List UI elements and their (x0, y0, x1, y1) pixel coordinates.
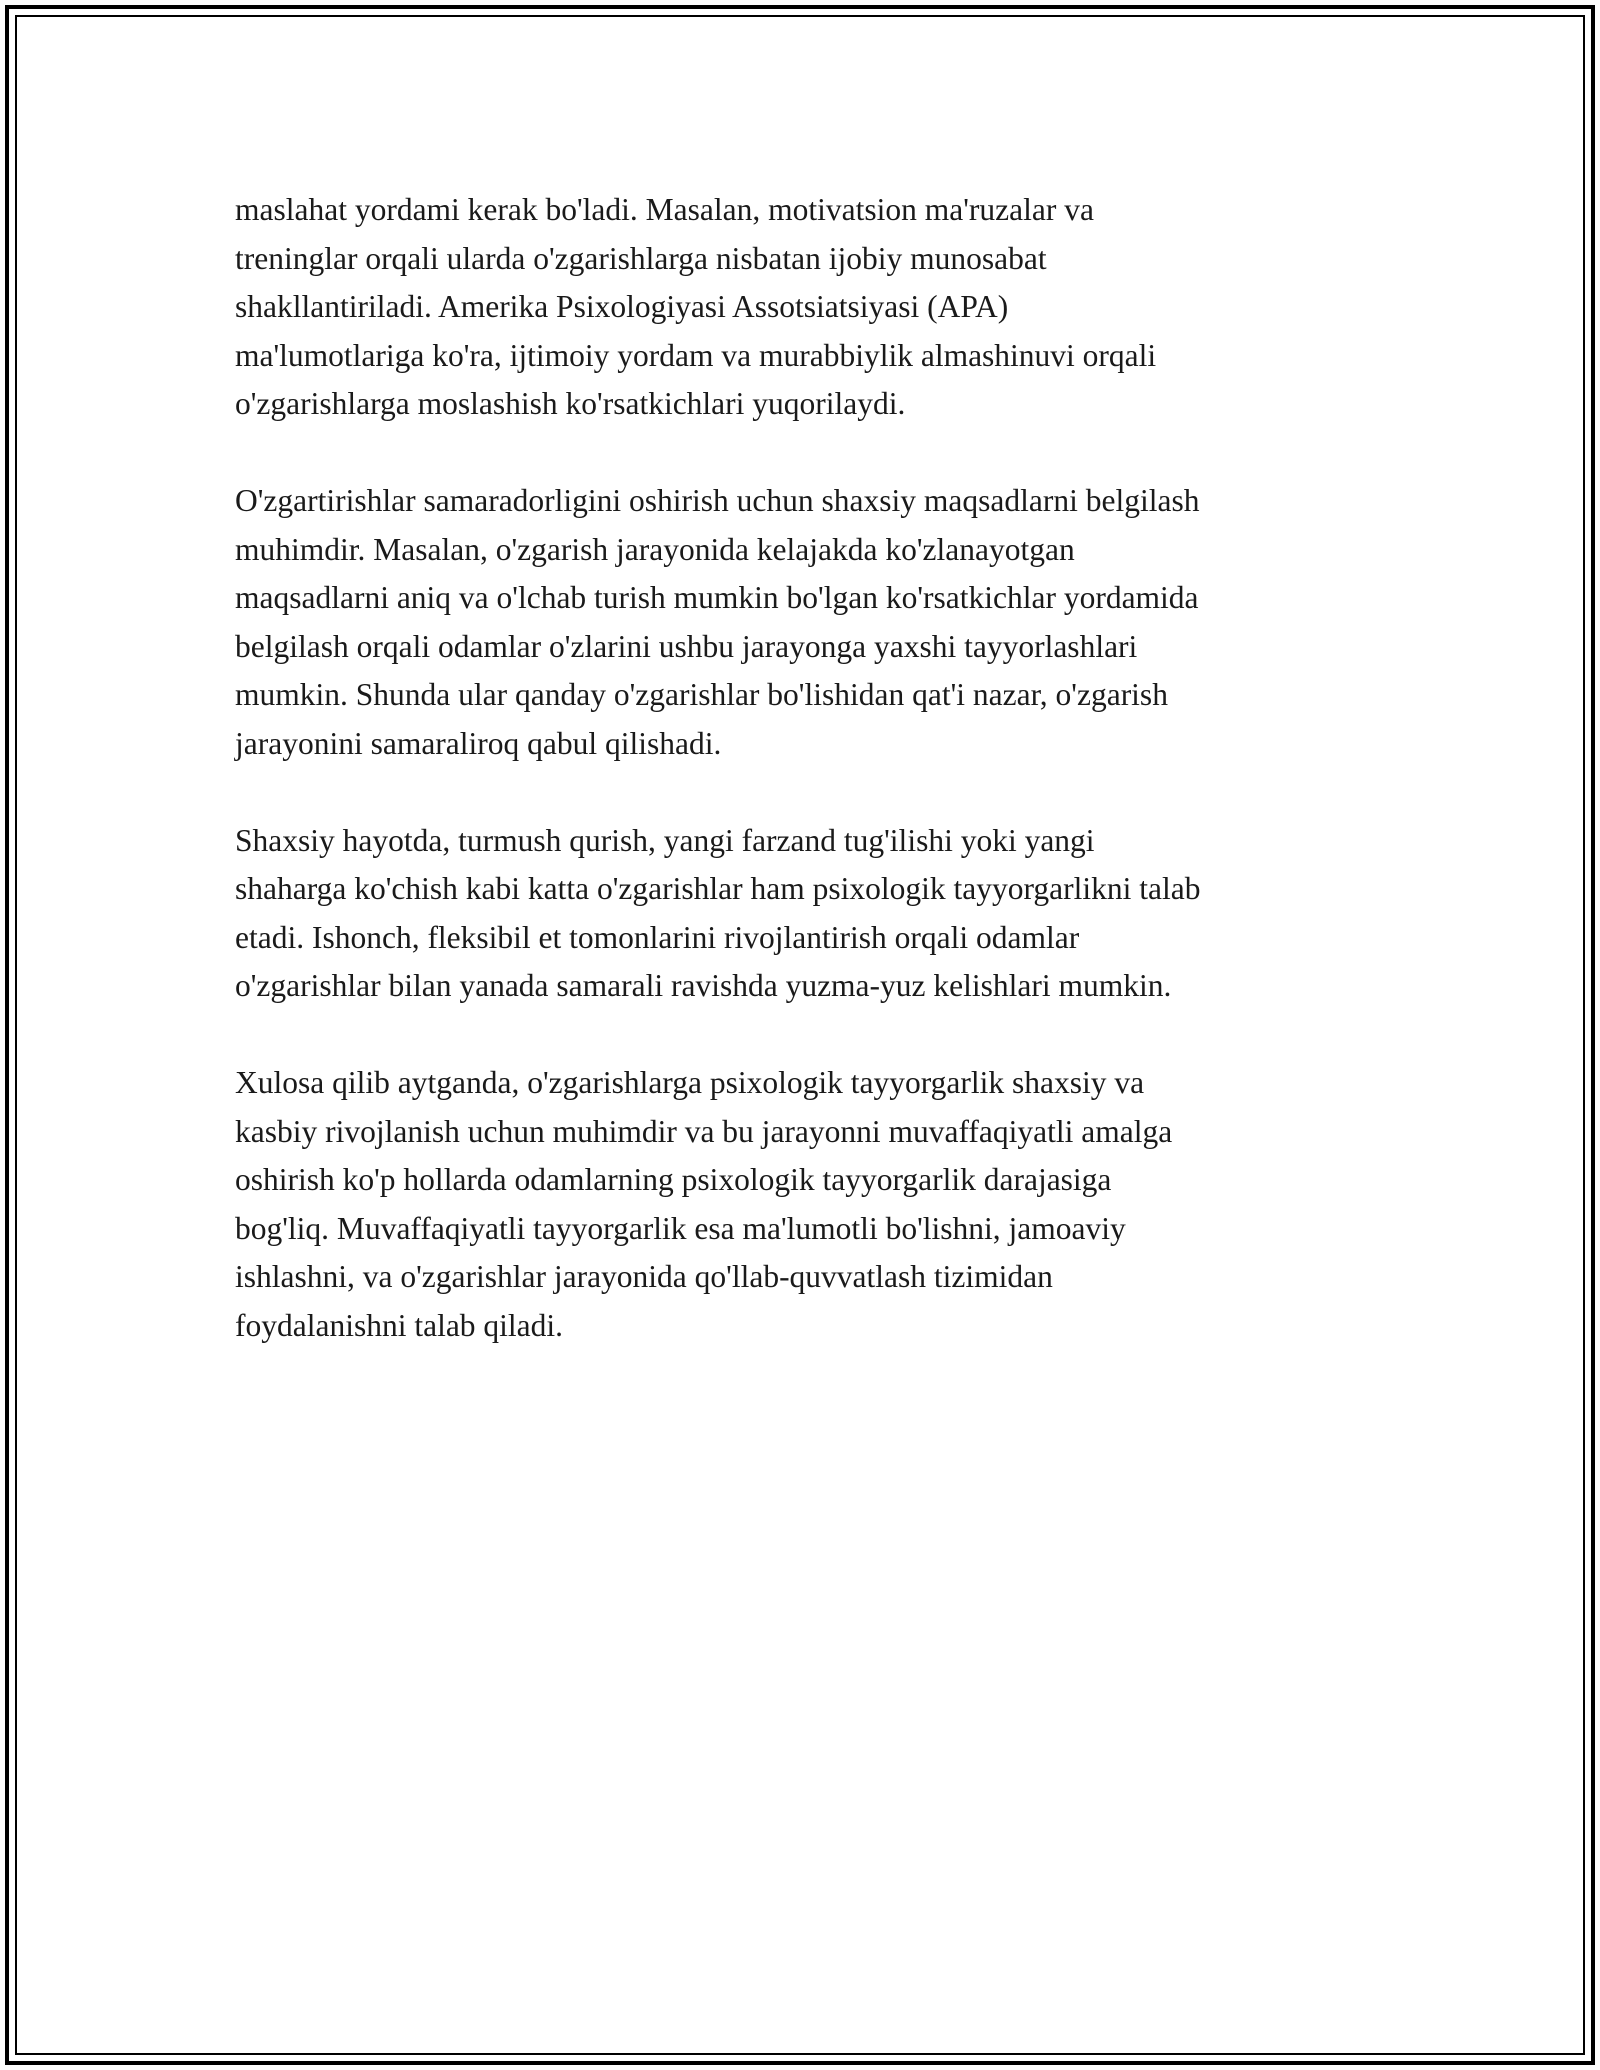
document-body (235, 186, 1405, 1399)
paragraph-2 (235, 477, 1405, 768)
paragraph-line: kasbiy rivojlanish uchun muhimdir va bu jarayonni muvaffaqiyatli amalga (235, 1113, 1173, 1149)
paragraph-line: ishlashni, va o'zgarishlar jarayonida qo'llab-quvvatlash tizimidan (235, 1259, 1053, 1294)
paragraph-line: maqsadlarni aniq va o'lchab turish mumkin bo'lgan ko'rsatkichlar yordamida (235, 580, 1199, 615)
paragraph-line: mumkin. Shunda ular qanday o'zgarishlar bo'lishidan qat'i nazar, o'zgarish (235, 677, 1168, 712)
paragraph-line: etadi. Ishonch, fleksibil et tomonlarini rivojlantirish orqali odamlar (235, 919, 1080, 955)
paragraph-line: o'zgarishlarga moslashish ko'rsatkichlari yuqorilaydi. (235, 386, 906, 421)
paragraph-line: shaharga ko'chish kabi katta o'zgarishlar ham psixologik tayyorgarlikni talab (235, 871, 1201, 906)
paragraph-line: Xulosa qilib aytganda, o'zgarishlarga psixologik tayyorgarlik shaxsiy va (235, 1065, 1145, 1100)
paragraph-line: belgilash orqali odamlar o'zlarini ushbu jarayonga yaxshi tayyorlashlari (235, 628, 1138, 664)
paragraph-line: maslahat yordami kerak bo'ladi. Masalan, motivatsion ma'ruzalar va (235, 192, 1094, 227)
paragraph-line: shakllantiriladi. Amerika Psixologiyasi Assotsiatsiyasi (APA) (235, 289, 1009, 324)
paragraph-line: foydalanishni talab qiladi. (235, 1307, 564, 1343)
paragraph-line: oshirish ko'p hollarda odamlarning psixologik tayyorgarlik darajasiga (235, 1162, 1112, 1197)
paragraph-line: bog'liq. Muvaffaqiyatli tayyorgarlik esa ma'lumotli bo'lishni, jamoaviy (235, 1210, 1126, 1246)
paragraph-line: ma'lumotlariga ko'ra, ijtimoiy yordam va murabbiylik almashinuvi orqali (235, 337, 1157, 373)
paragraph-3 (235, 817, 1405, 1011)
paragraph-line: muhimdir. Masalan, o'zgarish jarayonida kelajakda ko'zlanayotgan (235, 531, 1075, 567)
paragraph-line: treninglar orqali ularda o'zgarishlarga nisbatan ijobiy munosabat (235, 240, 1047, 276)
paragraph-line: jarayonini samaraliroq qabul qilishadi. (235, 725, 722, 761)
paragraph-4 (235, 1059, 1405, 1350)
paragraph-line: o'zgarishlar bilan yanada samarali ravishda yuzma-yuz kelishlari mumkin. (235, 968, 1172, 1003)
paragraph-line: O'zgartirishlar samaradorligini oshirish uchun shaxsiy maqsadlarni belgilash (235, 483, 1200, 518)
paragraph-1 (235, 186, 1405, 429)
paragraph-line: Shaxsiy hayotda, turmush qurish, yangi farzand tug'ilishi yoki yangi (235, 822, 1095, 858)
